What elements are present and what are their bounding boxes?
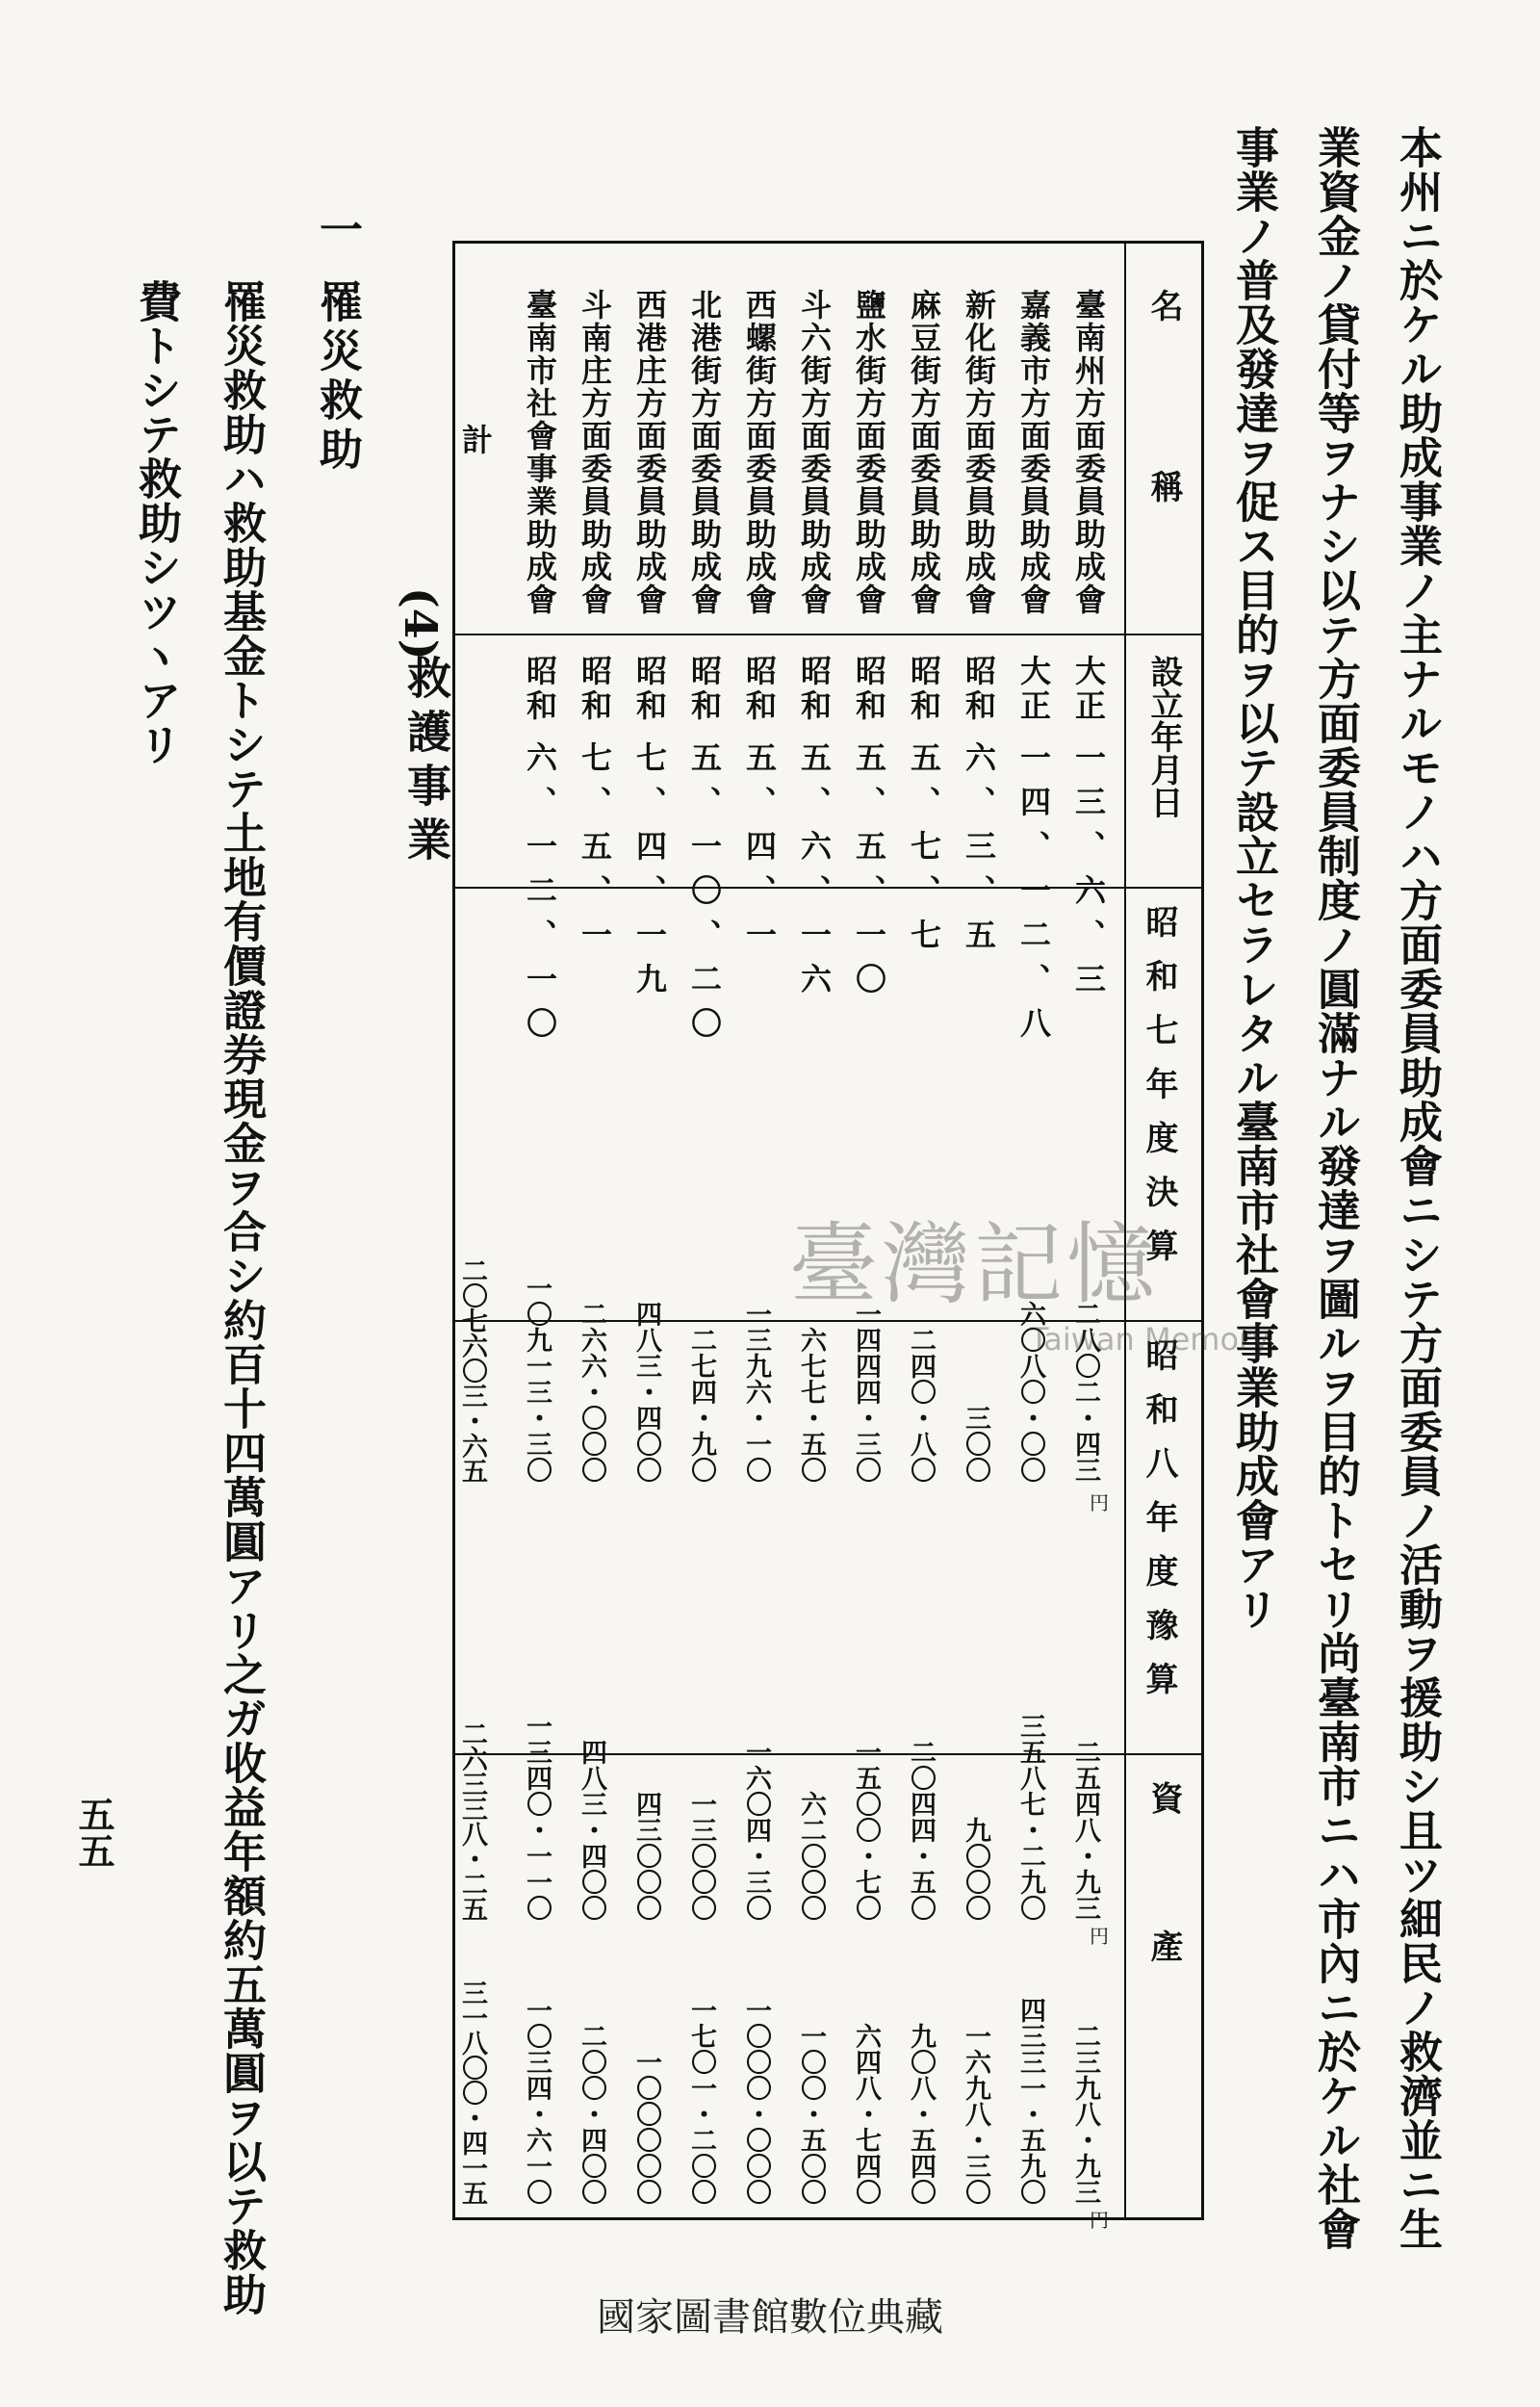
table-cell-assets: 四三三一・五九〇 — [1015, 1997, 1045, 2205]
table-cell-name: 西港庄方面委員助成會 — [631, 289, 668, 616]
subsection-title: 罹災救助 — [312, 279, 363, 476]
table-cell-fy7: 二六六・〇〇〇 — [577, 1301, 606, 1483]
table-cell-fy8: 二〇四四・五〇 — [906, 1739, 936, 1921]
table-cell-name: 嘉義市方面委員助成會 — [1015, 289, 1052, 616]
table-cell-era: 昭和 — [796, 655, 833, 724]
page-number: 五五 — [72, 1796, 116, 1869]
table-cell-era: 昭和 — [686, 655, 723, 724]
table-cell-era: 昭和 — [577, 655, 613, 724]
header-date: 設立年月日 — [1144, 655, 1183, 818]
table-cell-fy7: 六〇八〇・〇〇 — [1015, 1301, 1045, 1483]
table-cell-name: 西螺街方面委員助成會 — [741, 289, 778, 616]
table-cell-name: 臺南州方面委員助成會 — [1070, 289, 1107, 616]
table-cell-date: 六、一二、一〇 — [522, 741, 558, 1051]
table-cell-assets: 九〇八・五四〇 — [906, 2023, 936, 2205]
table-cell-assets: 一七〇一・二〇〇 — [686, 1997, 716, 2205]
header-fy8: 昭和八年度豫算 — [1140, 1338, 1178, 1716]
table-cell-fy8: 一三四〇・一一〇 — [522, 1713, 552, 1921]
table-cell-fy7: 二八〇二・四三 — [1070, 1301, 1100, 1483]
watermark-logo — [789, 1194, 1290, 1367]
table-cell-date: 五、七、七 — [906, 741, 942, 963]
table-cell-date: 七、五、一 — [577, 741, 613, 963]
table-cell-name: 北港街方面委員助成會 — [686, 289, 723, 616]
table-cell-assets: 一〇〇〇〇〇 — [631, 2049, 661, 2205]
table-cell-fy7: 一四四四・三〇 — [851, 1301, 881, 1483]
table-cell-date: 六、三、五 — [961, 741, 997, 963]
yen-unit-marker: 円 — [1090, 1491, 1109, 1514]
table-total-label: 計 — [457, 424, 494, 454]
table-cell-date: 一四、一二、八 — [1015, 741, 1052, 1051]
yen-unit-marker: 円 — [1090, 2209, 1109, 2232]
table-cell-fy8: 六二〇〇〇 — [796, 1791, 826, 1921]
table-cell-era: 昭和 — [741, 655, 778, 724]
table-cell-fy8: 三五八七・二九〇 — [1015, 1713, 1045, 1921]
table-cell-name: 斗南庄方面委員助成會 — [577, 289, 613, 616]
subsection-marker: 一 — [312, 207, 363, 250]
table-cell-fy8: 二五四八・九三 — [1070, 1739, 1100, 1921]
table-cell-name: 鹽水街方面委員助成會 — [851, 289, 887, 616]
header-fy7: 昭和七年度決算 — [1140, 905, 1178, 1282]
table-cell-fy7: 二七四・九〇 — [686, 1327, 716, 1483]
table-cell-era: 昭和 — [851, 655, 887, 724]
intro-column-2: 業資金ノ貸付等ヲナシ以テ方面委員制度ノ圓滿ナル發達ヲ圖ルヲ目的トセリ尚臺南市ニハ市內ニ於ケル社會 — [1310, 125, 1361, 2251]
table-cell-fy7: 六七七・五〇 — [796, 1327, 826, 1483]
table-cell-era: 大正 — [1015, 655, 1052, 724]
table-cell-fy7: 一三九六・一〇 — [741, 1301, 771, 1483]
section-title: 救護事業 — [400, 655, 452, 870]
table-cell-date: 五、五、一〇 — [851, 741, 887, 1007]
table-cell-assets: 一〇〇〇・〇〇〇 — [741, 1997, 771, 2205]
table-cell-era: 昭和 — [906, 655, 942, 724]
intro-column-1: 本州ニ於ケル助成事業ノ主ナルモノハ方面委員助成會ニシテ方面委員ノ活動ヲ援助シ且ツ細民ノ救濟並ニ生 — [1392, 125, 1443, 2251]
header-name: 名 稱 — [1144, 289, 1183, 560]
table-cell-name: 麻豆街方面委員助成會 — [906, 289, 942, 616]
table-cell-date: 一三、六、三 — [1070, 741, 1107, 1007]
watermark-title: 臺灣記憶 — [789, 1213, 1160, 1316]
table-cell-fy8: 四八三・四〇〇 — [577, 1739, 606, 1921]
table-cell-fy8: 九〇〇〇 — [961, 1817, 990, 1921]
table-cell-date: 七、四、一九 — [631, 741, 668, 1007]
table-cell-era: 大正 — [1070, 655, 1107, 724]
intro-column-3: 事業ノ普及發達ヲ促ス目的ヲ以テ設立セラレタル臺南市社會事業助成會アリ — [1228, 125, 1279, 1631]
table-cell-name: 斗六街方面委員助成會 — [796, 289, 833, 616]
table-cell-era: 昭和 — [961, 655, 997, 724]
table-cell-name: 臺南市社會事業助成會 — [522, 289, 558, 616]
table-cell-fy8: 一六〇四・三〇 — [741, 1739, 771, 1921]
body-column-2: 費トシテ救助シツヽアリ — [131, 279, 182, 766]
table-cell-era: 昭和 — [631, 655, 668, 724]
table-cell-name: 新化街方面委員助成會 — [961, 289, 997, 616]
table-cell-assets: 二〇〇・四〇〇 — [577, 2023, 606, 2205]
table-cell-fy7: 三〇〇 — [961, 1405, 990, 1483]
table-cell-assets: 六四八・七四〇 — [851, 2023, 881, 2205]
table-total-fy8: 二六三三八・二五 — [457, 1721, 487, 1921]
header-assets: 資產 — [1144, 1781, 1183, 2078]
table-cell-assets: 二三九八・九三 — [1070, 2023, 1100, 2205]
section-number: (4) — [395, 587, 447, 660]
footer-credit: 國家圖書館數位典藏 — [597, 2295, 943, 2340]
table-cell-assets: 一六九八・三〇 — [961, 2023, 990, 2205]
yen-unit-marker: 円 — [1090, 1925, 1109, 1948]
table-cell-assets: 一〇三四・六一〇 — [522, 1997, 552, 2205]
table-cell-fy8: 一三〇〇〇 — [686, 1791, 716, 1921]
watermark-subtitle: Taiwan Memory — [1030, 1321, 1270, 1358]
table-cell-assets: 一〇〇・五〇〇 — [796, 2023, 826, 2205]
table-cell-fy8: 一五〇〇・七〇 — [851, 1739, 881, 1921]
table-cell-fy7: 二四〇・八〇 — [906, 1327, 936, 1483]
table-cell-fy7: 一〇九一三・三〇 — [522, 1275, 552, 1483]
table-cell-fy7: 四八三・四〇〇 — [631, 1301, 661, 1483]
table-cell-date: 五、六、一六 — [796, 741, 833, 1007]
table-total-fy7: 二〇七六〇三・六五 — [457, 1257, 487, 1483]
table-cell-date: 五、四、一 — [741, 741, 778, 963]
table-total-assets: 三一八〇〇・四一五 — [457, 1980, 487, 2205]
table-cell-era: 昭和 — [522, 655, 558, 724]
body-column-1: 罹災救助ハ救助基金トシテ土地有價證券現金ヲ合シ約百十四萬圓アリ之ガ收益年額約五萬圓ヲ以テ救助 — [216, 279, 267, 2316]
table-cell-date: 五、一〇、二〇 — [686, 741, 723, 1051]
table-cell-fy8: 四三〇〇〇 — [631, 1791, 661, 1921]
